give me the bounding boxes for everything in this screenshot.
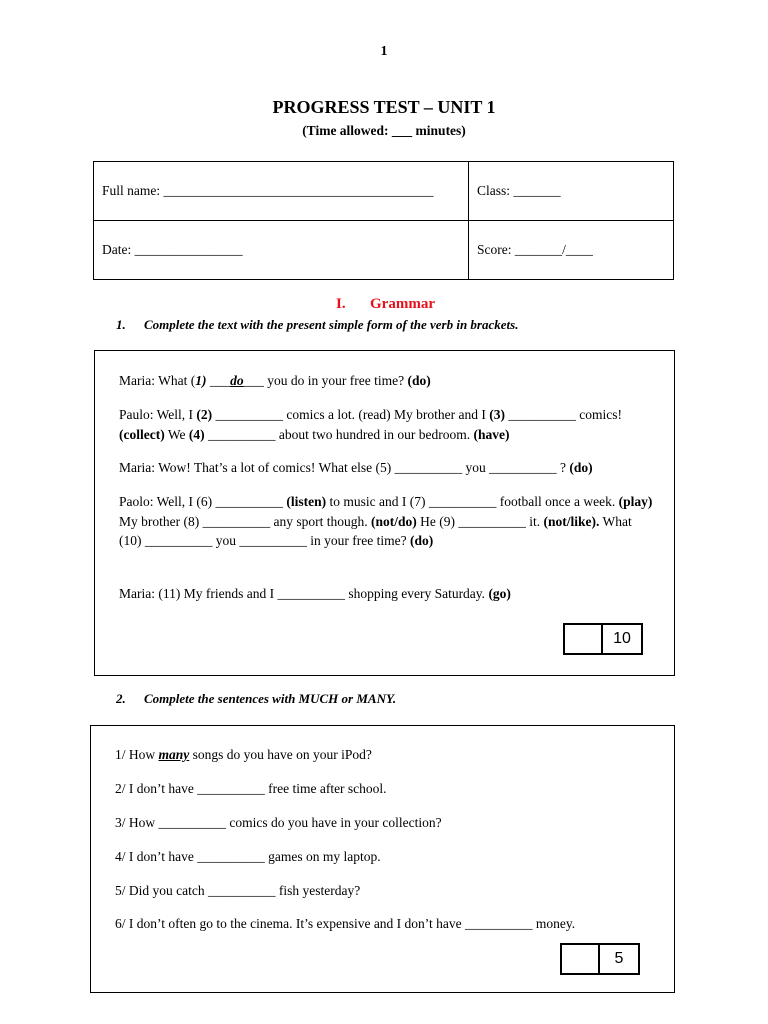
full-name-field[interactable]: Full name: ________________________________________: [94, 162, 469, 221]
page-number: 1: [380, 44, 388, 59]
section-heading: [336, 296, 435, 313]
score-total: 10: [613, 630, 631, 647]
dialogue-line-1: Maria: What (1) ___do___ you do in your free time? (do): [119, 373, 431, 388]
score-box: [563, 623, 643, 655]
score-input-cell[interactable]: [565, 625, 603, 653]
dialogue-line-2: Paulo: Well, I (2) __________ comics a lot. (read) My brother and I (3) __________ comics! (collect) We (4) __________ about two hundred in our bedroom. (have): [119, 407, 622, 442]
sentence-6: 6/ I don’t often go to the cinema. It’s expensive and I don’t have __________ money.: [115, 916, 576, 931]
sentence-2: 2/ I don’t have __________ free time after school.: [115, 781, 387, 796]
score-input-cell[interactable]: [562, 945, 600, 973]
date-field[interactable]: Date: ________________: [94, 221, 469, 280]
dialogue-line-4: Paolo: Well, I (6) __________ (listen) to music and I (7) __________ football once a week. (play) My brother (8) __________ any sport though. (not/do) He (9) __________ it. (not/like). What (10) __________ you __________ in your free time? (do): [119, 494, 653, 548]
score-box: [560, 943, 640, 975]
page-title: PROGRESS TEST – UNIT 1: [272, 97, 496, 117]
instruction-text: Complete the sentences with MUCH or MANY.: [144, 691, 397, 706]
sentence-3: 3/ How __________ comics do you have in your collection?: [115, 815, 442, 830]
exercise-2-box: [90, 725, 675, 993]
class-field[interactable]: Class: _______: [469, 162, 674, 221]
exercise-1-instruction: [116, 317, 518, 333]
example-answer: do: [230, 373, 244, 388]
sentence-5: 5/ Did you catch __________ fish yesterday?: [115, 883, 361, 898]
dialogue-line-3: Maria: Wow! That’s a lot of comics! What else (5) __________ you __________ ? (do): [119, 460, 593, 475]
sentence-1: 1/ How many songs do you have on your iPod?: [115, 747, 372, 762]
exercise-2-instruction: [116, 691, 396, 707]
score-total: 5: [614, 950, 624, 967]
section-name: Grammar: [370, 296, 435, 312]
instruction-text: Complete the text with the present simple form of the verb in brackets.: [144, 317, 519, 332]
sentence-4: 4/ I don’t have __________ games on my laptop.: [115, 849, 381, 864]
exercise-1-box: [94, 350, 675, 676]
score-field[interactable]: Score: _______/____: [469, 221, 674, 280]
exercise-number: 1.: [116, 317, 126, 332]
time-allowed: (Time allowed: ___ minutes): [302, 123, 466, 138]
student-info-table: [93, 161, 674, 280]
example-answer: many: [158, 747, 190, 762]
dialogue-line-5: Maria: (11) My friends and I __________ shopping every Saturday. (go): [119, 586, 511, 601]
exercise-number: 2.: [116, 691, 126, 706]
section-number: I.: [336, 296, 346, 312]
